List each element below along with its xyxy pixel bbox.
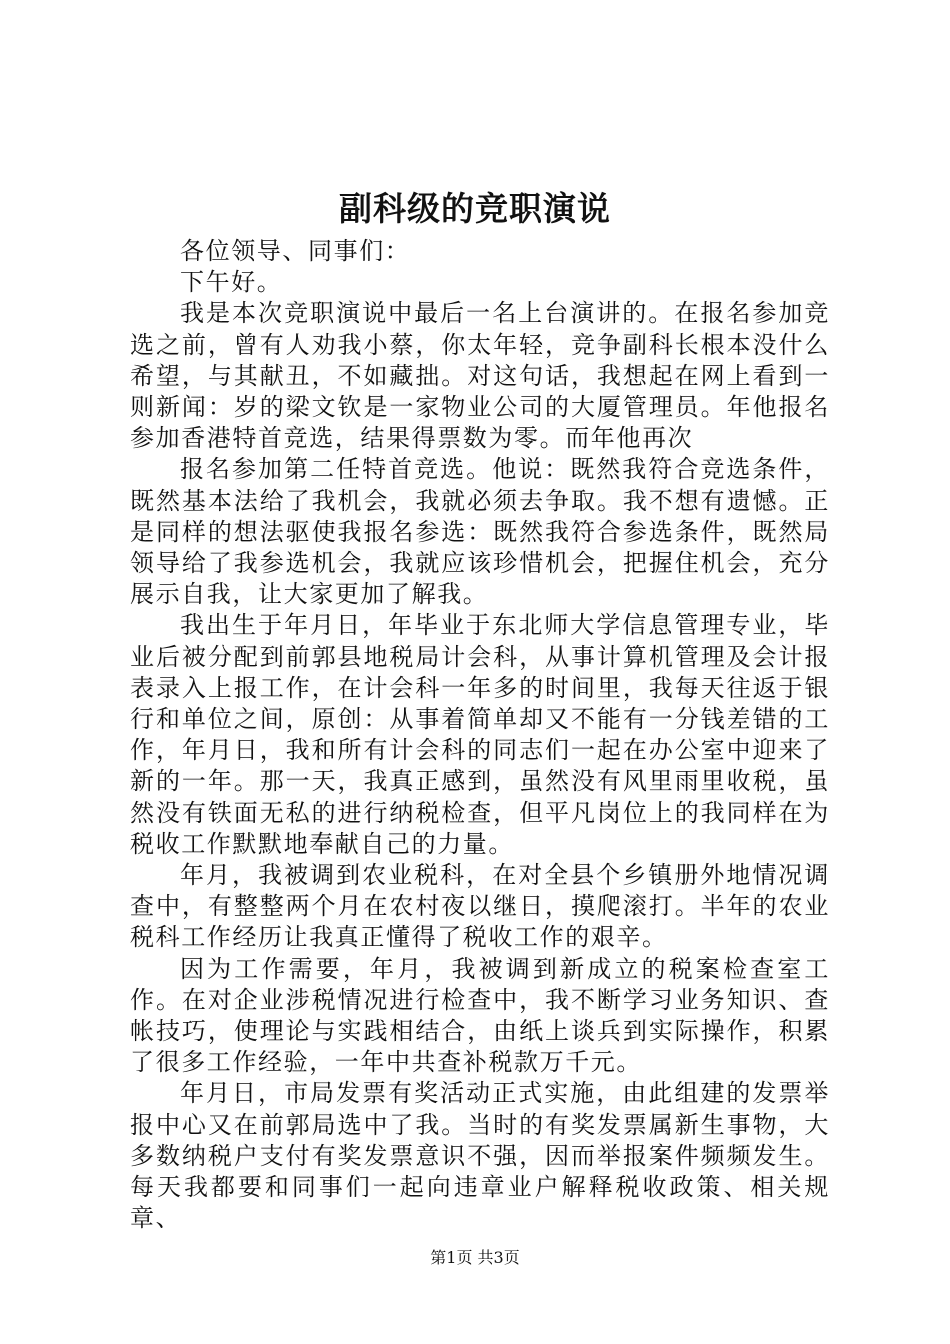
page-number-footer: 第1页 共3页: [430, 1248, 520, 1267]
paragraph: 因为工作需要，年月，我被调到新成立的税案检查室工作。在对企业涉税情况进行检查中，我不断学习业务知识、查帐技巧，使理论与实践相结合，由纸上谈兵到实际操作，积累了很多工作经验，一年中共查补税款万千元。: [130, 954, 830, 1077]
paragraph-greeting: 下午好。: [180, 268, 283, 297]
paragraph: 年月，我被调到农业税科，在对全县个乡镇册外地情况调查中，有整整两个月在农村夜以继日，摸爬滚打。半年的农业税科工作经历让我真正懂得了税收工作的艰辛。: [130, 861, 830, 952]
paragraph-salutation: 各位领导、同事们：: [180, 237, 411, 265]
document-title: 副科级的竞职演说: [339, 189, 611, 228]
paragraph: 年月日，市局发票有奖活动正式实施，由此组建的发票举报中心又在前郭局选中了我。当时的有奖发票属新生事物，大多数纳税户支付有奖发票意识不强，因而举报案件频频发生。每天我都要和同事们一起向违章业户解释税收政策、相关规章、: [130, 1079, 830, 1233]
paragraph: 我出生于年月日，年毕业于东北师大学信息管理专业，毕业后被分配到前郭县地税局计会科，从事计算机管理及会计报表录入上报工作，在计会科一年多的时间里，我每天往返于银行和单位之间，原创：从事着简单却又不能有一分钱差错的工作，年月日，我和所有计会科的同志们一起在办公室中迎来了新的一年。那一天，我真正感到，虽然没有风里雨里收税，虽然没有铁面无私的进行纳税检查，但平凡岗位上的我同样在为税收工作默默地奉献自己的力量。: [130, 611, 830, 858]
paragraph: 报名参加第二任特首竞选。他说：既然我符合竞选条件，既然基本法给了我机会，我就必须去争取。我不想有遗憾。正是同样的想法驱使我报名参选：既然我符合参选条件，既然局领导给了我参选机会，我就应该珍惜机会，把握住机会，充分展示自我，让大家更加了解我。: [130, 455, 830, 609]
paragraph: 我是本次竞职演说中最后一名上台演讲的。在报名参加竞选之前，曾有人劝我小蔡，你太年轻，竞争副科长根本没什么希望，与其献丑，不如藏拙。对这句话，我想起在网上看到一则新闻：岁的梁文钦是一家物业公司的大厦管理员。年他报名参加香港特首竞选，结果得票数为零。而年他再次: [130, 299, 830, 453]
document-body: [130, 236, 830, 1235]
